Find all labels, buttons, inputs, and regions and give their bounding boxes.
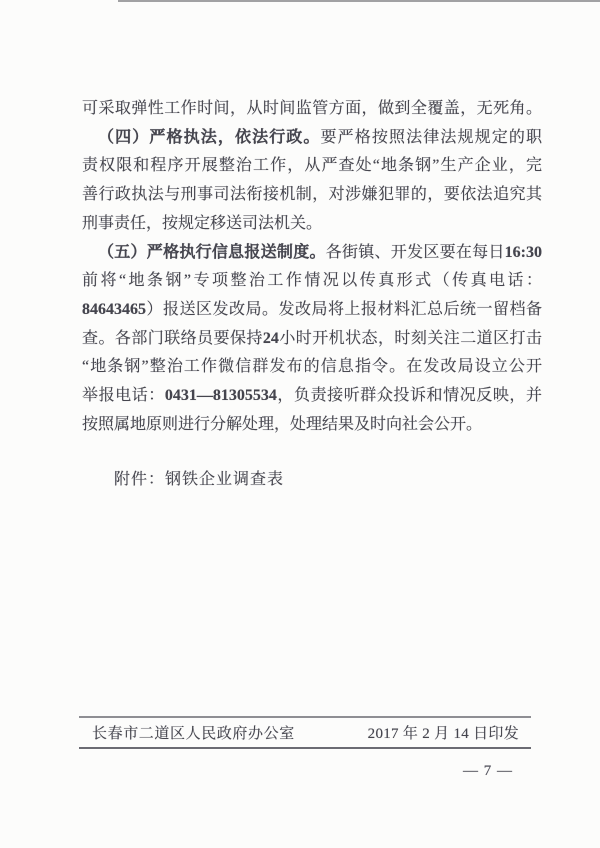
body-line xyxy=(82,353,542,382)
body-text: ，负责接听群众投诉和情况反映，并 xyxy=(276,387,542,405)
body-text: “地条钢”整治工作微信群发布的信息指令。在发改局设立公开 xyxy=(82,358,542,376)
footer-print-date: 2017 年 2 月 14 日印发 xyxy=(367,726,519,742)
body-text-emphasis: （四）严格执法，依法行政。 xyxy=(98,128,321,146)
body-lines xyxy=(82,95,542,439)
body-line xyxy=(82,239,542,268)
body-text: 各街镇、开发区要在每日 xyxy=(325,243,505,261)
body-text-emphasis: （五）严格执行信息报送制度。 xyxy=(98,243,326,261)
body-text: 查。各部门联络员要保持 xyxy=(82,329,263,347)
body-text: ）报送区发改局。发改局将上报材料汇总后统一留档备 xyxy=(146,300,542,318)
body-text: 前将“地条钢”专项整治工作情况以传真形式（传真电话： xyxy=(82,272,542,290)
page-number: — 7 — xyxy=(463,763,513,779)
body-line xyxy=(82,95,542,124)
body-line xyxy=(82,210,542,239)
body-line xyxy=(82,382,542,411)
footer xyxy=(79,716,531,749)
body-text: 善行政执法与刑事司法衔接机制，对涉嫌犯罪的，要依法追究其 xyxy=(82,186,542,204)
body-text: 小时开机状态，时刻关注二道区打击 xyxy=(278,329,542,347)
body-text: 责权限和程序开展整治工作，从严查处“地条钢”生产企业，完 xyxy=(82,157,542,175)
body-line xyxy=(82,124,542,153)
body-line xyxy=(82,152,542,181)
body-text: 举报电话： xyxy=(82,387,165,405)
body-text-emphasis: 24 xyxy=(262,329,279,347)
body-text: 可采取弹性工作时间，从时间监管方面，做到全覆盖，无死角。 xyxy=(82,100,542,117)
scan-artifact-line xyxy=(118,0,600,2)
body-line xyxy=(82,411,542,440)
body-text: 刑事责任，按规定移送司法机关。 xyxy=(82,214,323,232)
body-text: 按照属地原则进行分解处理，处理结果及时向社会公开。 xyxy=(82,415,483,433)
body-line xyxy=(82,181,542,210)
body-line xyxy=(82,296,542,325)
body-text-emphasis: 16:30 xyxy=(504,243,542,261)
body-text-emphasis: 0431—81305534 xyxy=(164,387,277,405)
body-text-emphasis: 84643465 xyxy=(82,300,146,318)
body-line xyxy=(82,267,542,296)
attachment-line: 附件：钢铁企业调查表 xyxy=(114,471,285,488)
body-text: 要严格按照法律法规规定的职 xyxy=(320,128,542,146)
footer-issuer: 长春市二道区人民政府办公室 xyxy=(92,726,295,742)
body-line xyxy=(82,325,542,354)
